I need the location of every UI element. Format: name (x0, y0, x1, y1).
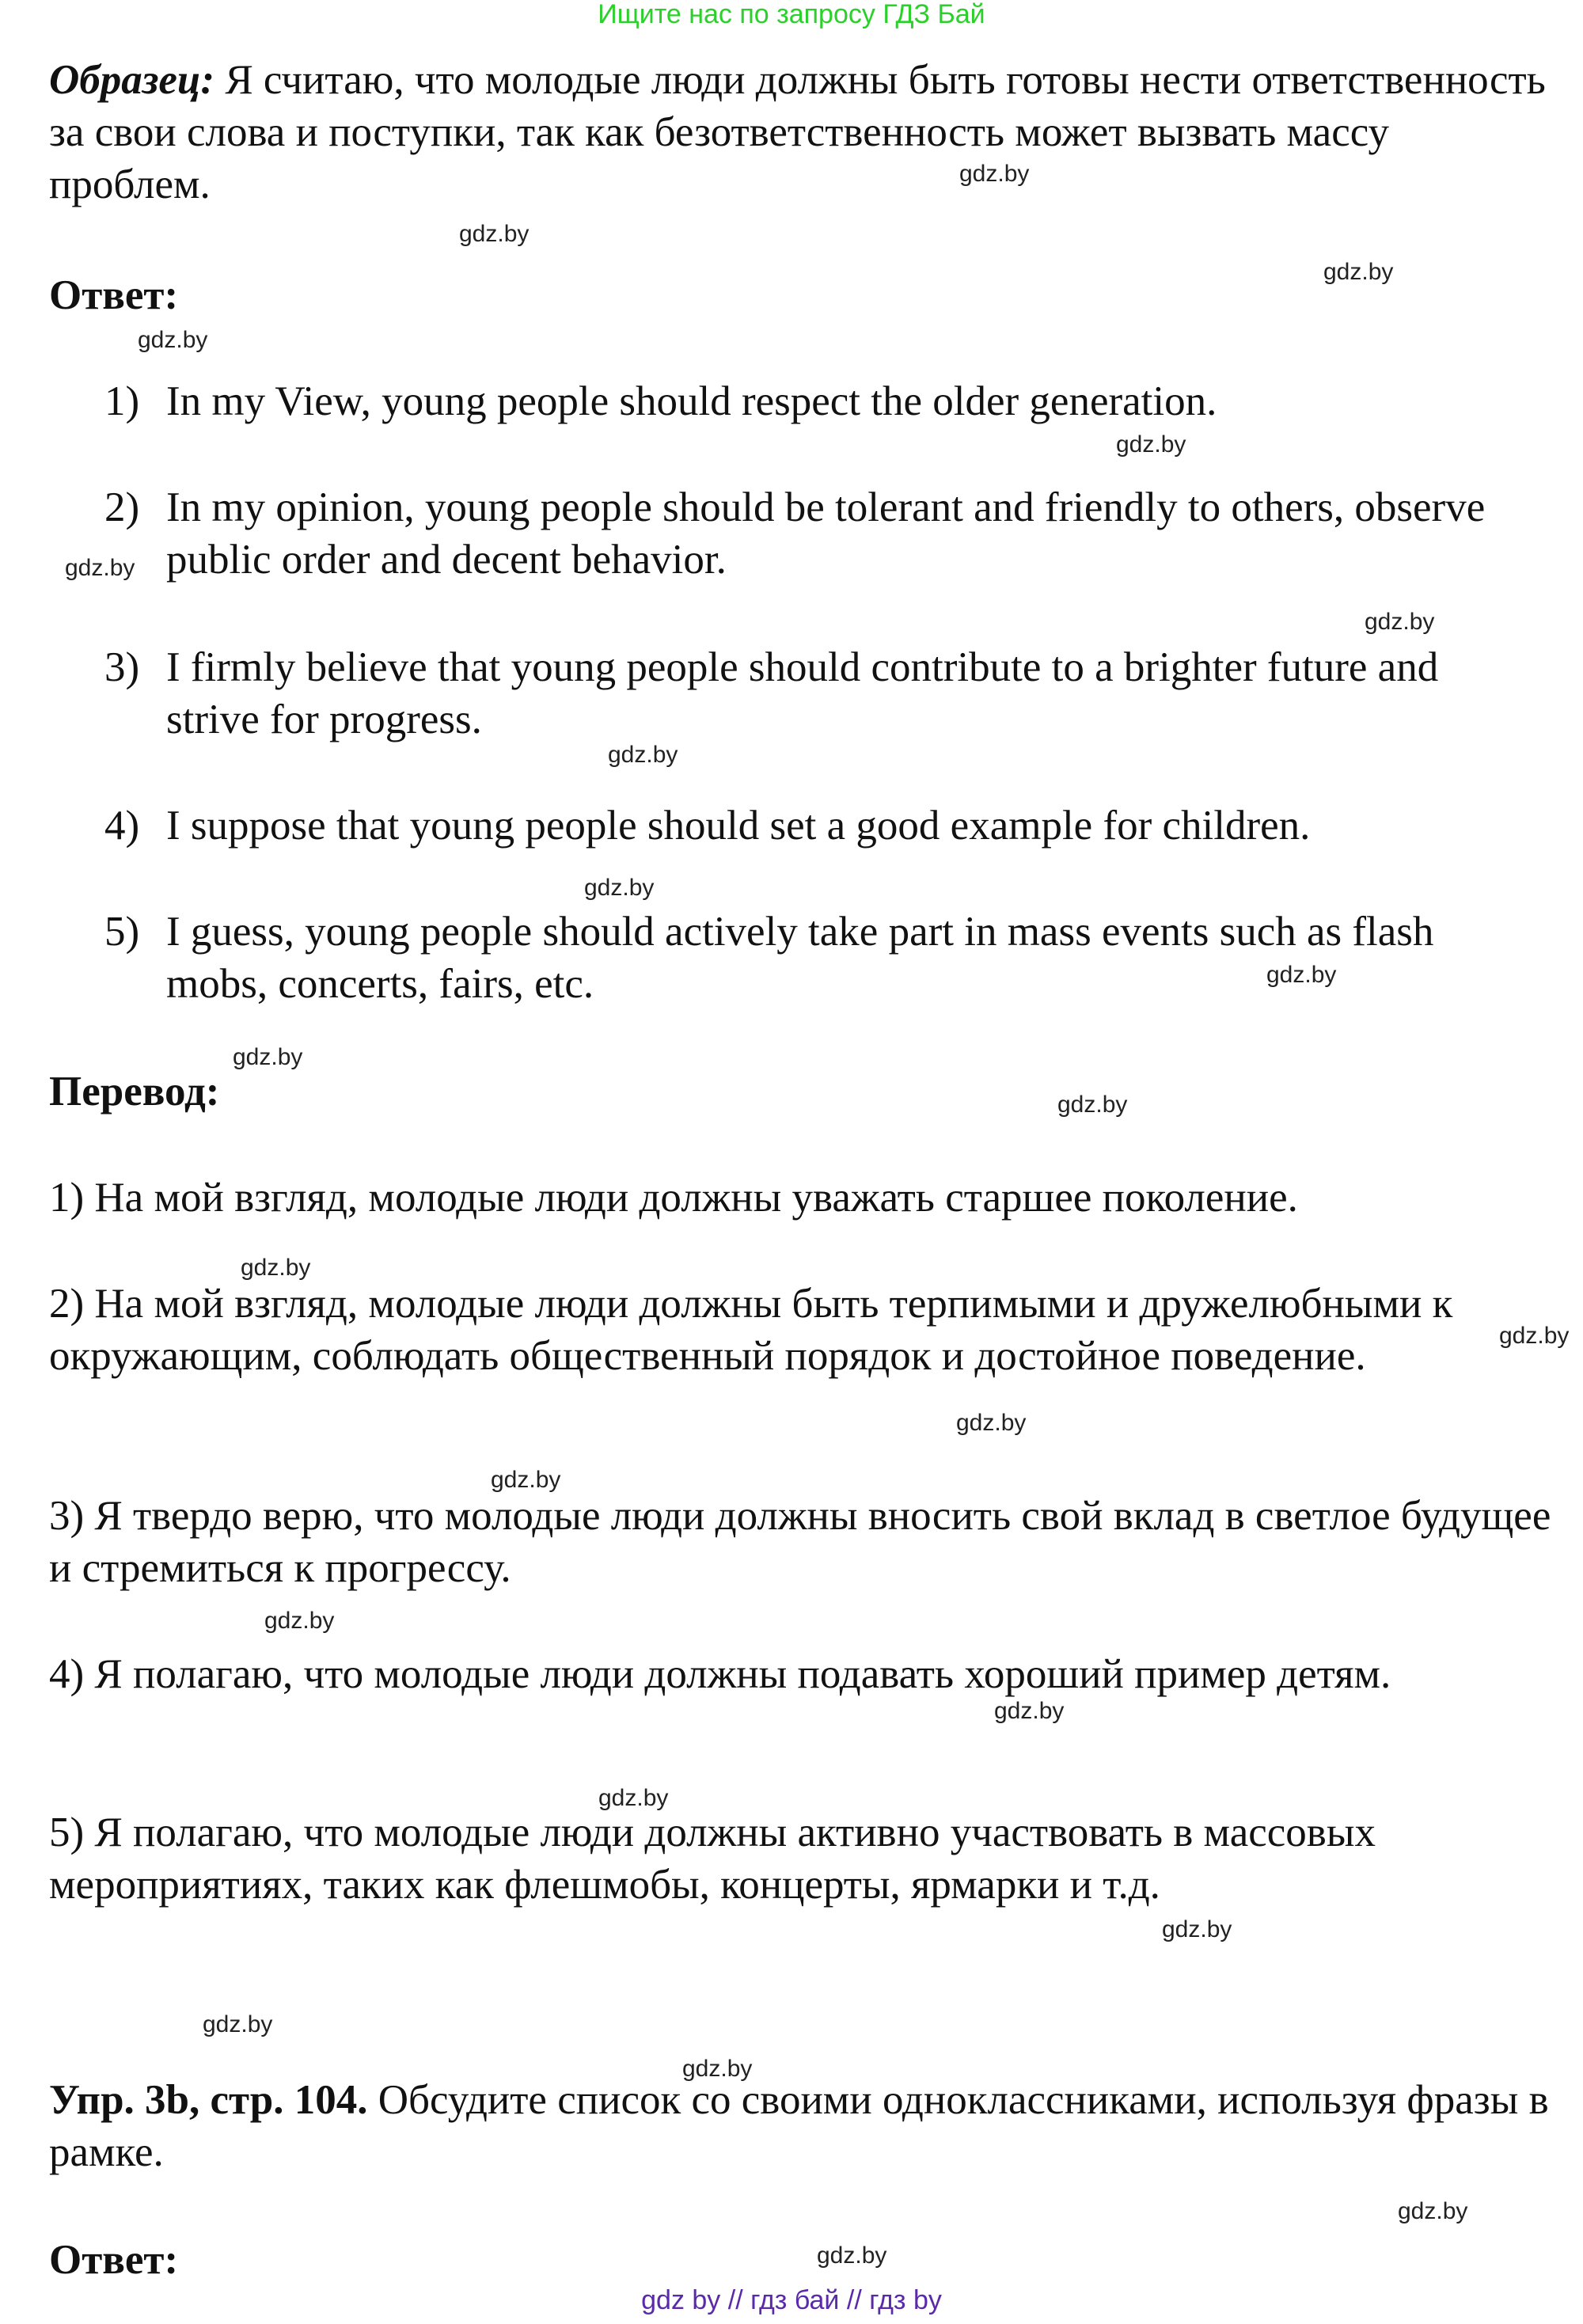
translation-item: 5) Я полагаю, что молодые люди должны активно участвовать в массовых мероприятиях, таких как флешмобы, концерты, ярмарки и т.д. (49, 1809, 1376, 1908)
watermark: gdz.by (1398, 2198, 1468, 2224)
answer-item (104, 799, 1529, 852)
translation-item: 1) На мой взгляд, молодые люди должны уважать старшее поколение. (49, 1175, 1298, 1221)
sample-text: Я считаю, что молодые люди должны быть готовы нести ответственность за свои слова и поступки, так как безответственность может вызвать массу проблем. (49, 57, 1546, 207)
answer-heading-2: Ответ: (49, 2237, 179, 2283)
answer-text: I guess, young people should actively take part in mass events such as flash mobs, concerts, fairs, etc. (166, 909, 1434, 1007)
translation-heading: Перевод: (49, 1069, 220, 1115)
watermark: gdz.by (491, 1467, 561, 1493)
top-banner: Ищите нас по запросу ГДЗ Бай (598, 0, 985, 29)
watermark: gdz.by (817, 2242, 887, 2269)
watermark: gdz.by (1499, 1323, 1570, 1349)
answer-text: I suppose that young people should set a good example for children. (166, 803, 1311, 849)
footer-links: gdz by // гдз бай // гдз by (641, 2285, 942, 2315)
watermark: gdz.by (1162, 1916, 1232, 1942)
watermark: gdz.by (1365, 609, 1435, 635)
answer-item (104, 375, 1529, 427)
watermark: gdz.by (956, 1410, 1027, 1436)
translation-item: 2) На мой взгляд, молодые люди должны быть терпимыми и дружелюбными к окружающим, соблюдать общественный порядок и достойное поведение. (49, 1281, 1453, 1379)
watermark: gdz.by (459, 221, 530, 247)
watermark: gdz.by (1116, 431, 1186, 458)
exercise-paragraph (49, 2074, 1553, 2178)
sample-label: Образец: (49, 57, 215, 103)
answer-item (104, 906, 1529, 1010)
watermark: gdz.by (203, 2011, 273, 2037)
answer-number: 1) (104, 378, 140, 424)
watermark: gdz.by (959, 161, 1030, 187)
watermark: gdz.by (994, 1698, 1065, 1724)
watermark: gdz.by (682, 2056, 753, 2082)
sample-paragraph (49, 54, 1553, 211)
answer-text: In my opinion, young people should be tolerant and friendly to others, observe public order and decent behavior. (166, 484, 1486, 583)
translation-item: 4) Я полагаю, что молодые люди должны подавать хороший пример детям. (49, 1651, 1391, 1697)
answer-number: 4) (104, 803, 140, 849)
watermark: gdz.by (1057, 1092, 1128, 1118)
answer-heading: Ответ: (49, 272, 179, 318)
watermark: gdz.by (241, 1255, 311, 1281)
exercise-label: Упр. 3b, стр. 104. (49, 2077, 368, 2123)
answer-item (104, 481, 1529, 586)
answer-text: I firmly believe that young people should contribute to a brighter future and strive for progress. (166, 644, 1439, 742)
exercise-text: Обсудите список со своими одноклассниками, используя фразы в рамке. (49, 2077, 1549, 2175)
watermark: gdz.by (233, 1044, 303, 1070)
watermark: gdz.by (264, 1608, 335, 1634)
answer-number: 5) (104, 909, 140, 955)
answer-number: 2) (104, 484, 140, 530)
watermark: gdz.by (1266, 962, 1337, 988)
watermark: gdz.by (1323, 259, 1394, 285)
watermark: gdz.by (584, 875, 655, 901)
watermark: gdz.by (598, 1785, 669, 1811)
watermark: gdz.by (138, 327, 208, 353)
watermark: gdz.by (608, 742, 678, 768)
answer-item (104, 641, 1529, 746)
answer-text: In my View, young people should respect the older generation. (166, 378, 1217, 424)
translation-item: 3) Я твердо верю, что молодые люди должны вносить свой вклад в светлое будущее и стремиться к прогрессу. (49, 1493, 1551, 1591)
watermark: gdz.by (65, 555, 135, 581)
answer-number: 3) (104, 644, 140, 690)
